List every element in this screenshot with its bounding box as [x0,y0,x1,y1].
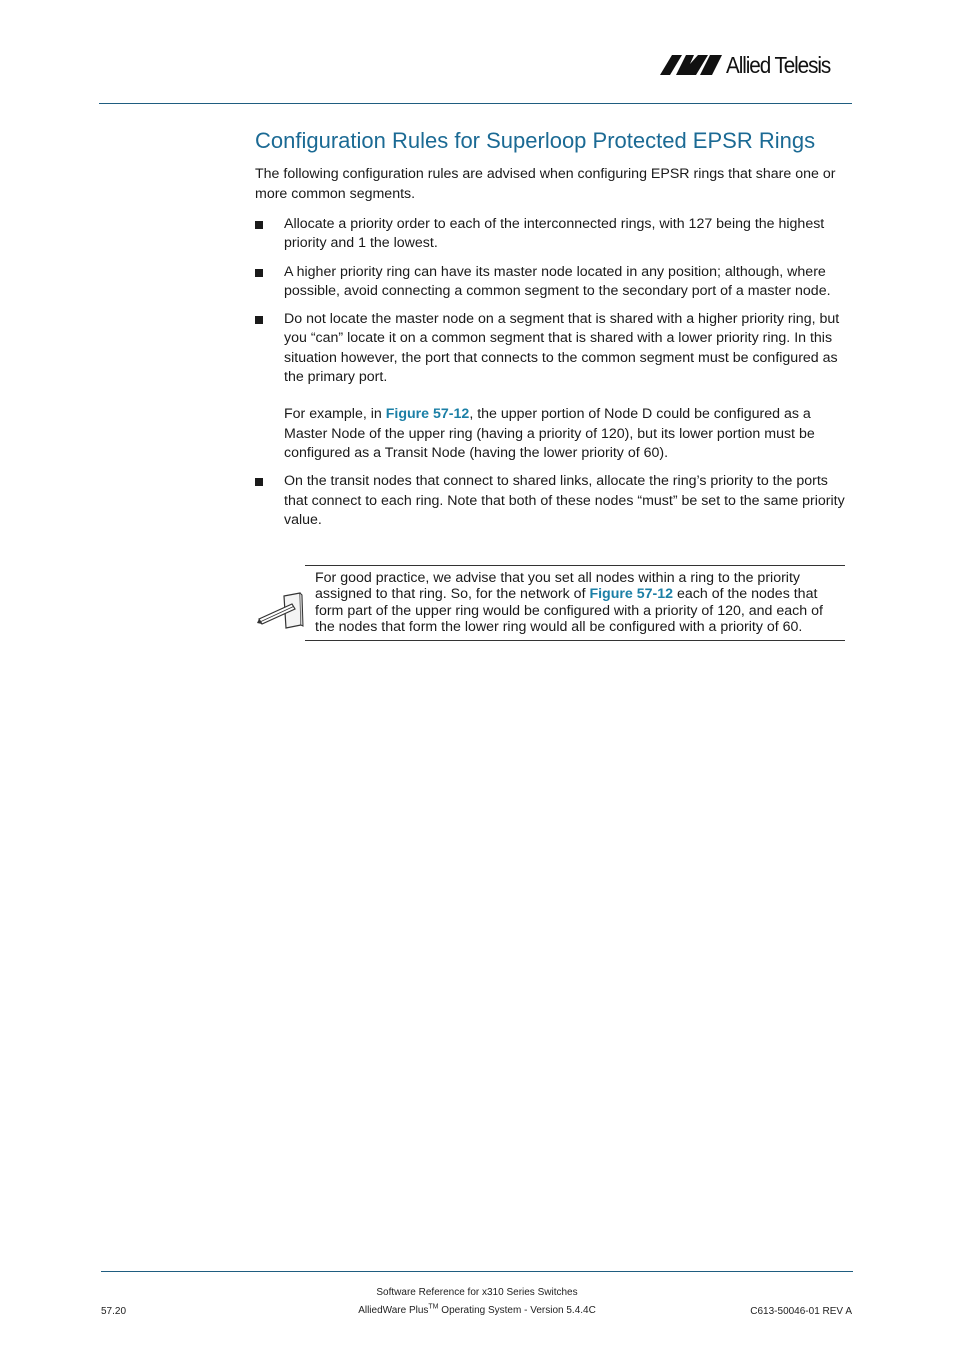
practice-note [305,565,845,641]
list-item-text: A higher priority ring can have its master node located in any position; although, where possible, avoid connecting a common segment to the secondary port of a master node. [284,263,831,299]
main-content [255,126,855,539]
page-number: 57.20 [101,1306,127,1317]
rules-list [255,215,855,530]
list-item-text: Allocate a priority order to each of the interconnected rings, with 127 being the highest priority and 1 the lowest. [284,216,825,252]
list-item [255,263,855,302]
allied-telesis-logo [660,50,855,80]
figure-link[interactable]: Figure 57-12 [385,406,470,423]
note-text [315,570,845,635]
footer-title: Software Reference for x310 Series Switches [376,1287,578,1298]
example-text-after: , the upper portion of Node D could be configured as a Master Node of the upper ring (having a priority of 120), but its lower portion must be configured as a Transit Node (having the lower priority of 60). [284,406,815,461]
example-text-before: For example, in [284,406,386,423]
note-text-after: each of the nodes that form part of the upper ring would be configured with a priority of 120, and each of the nodes that form the lower ring would all be configured with a priority of 60. [315,586,823,635]
footer-product: AlliedWare Plus [358,1305,429,1316]
square-bullet-icon [255,269,263,277]
square-bullet-icon [255,316,263,324]
note-text-before: For good practice, we advise that you set all nodes within a ring to the priority assigned to that ring. So, for the network of [315,570,800,603]
document-id: C613-50046-01 REV A [750,1306,852,1317]
list-item-text: On the transit nodes that connect to shared links, allocate the ring’s priority to the ports that connect to each ring. Note that both of these nodes “must” be set to the same priority value. [284,473,845,528]
header-rule [99,103,852,104]
list-item-text: Do not locate the master node on a segment that is shared with a higher priority ring, but you “can” locate it on a common segment that is shared with a lower priority ring. In this situation however, the port that connects to the common segment must be configured as the primary port. [284,311,840,386]
example-paragraph [284,405,855,463]
footer-trademark: TM [428,1303,439,1311]
list-item [255,472,855,530]
intro-paragraph: The following configuration rules are advised when configuring EPSR rings that share one or more common segments. [255,166,836,202]
note-figure-link[interactable]: Figure 57-12 [589,586,674,603]
square-bullet-icon [255,478,263,486]
allied-telesis-logo-mark-icon [660,54,722,76]
footer-rule [101,1271,853,1272]
list-item [255,215,855,254]
section-title: Configuration Rules for Superloop Protected EPSR Rings [255,128,816,153]
footer-version: Operating System - Version 5.4.4C [438,1305,596,1316]
list-item [255,310,855,463]
square-bullet-icon [255,221,263,229]
note-pencil-icon [256,590,304,632]
logo-text: Allied Telesis [726,51,831,78]
